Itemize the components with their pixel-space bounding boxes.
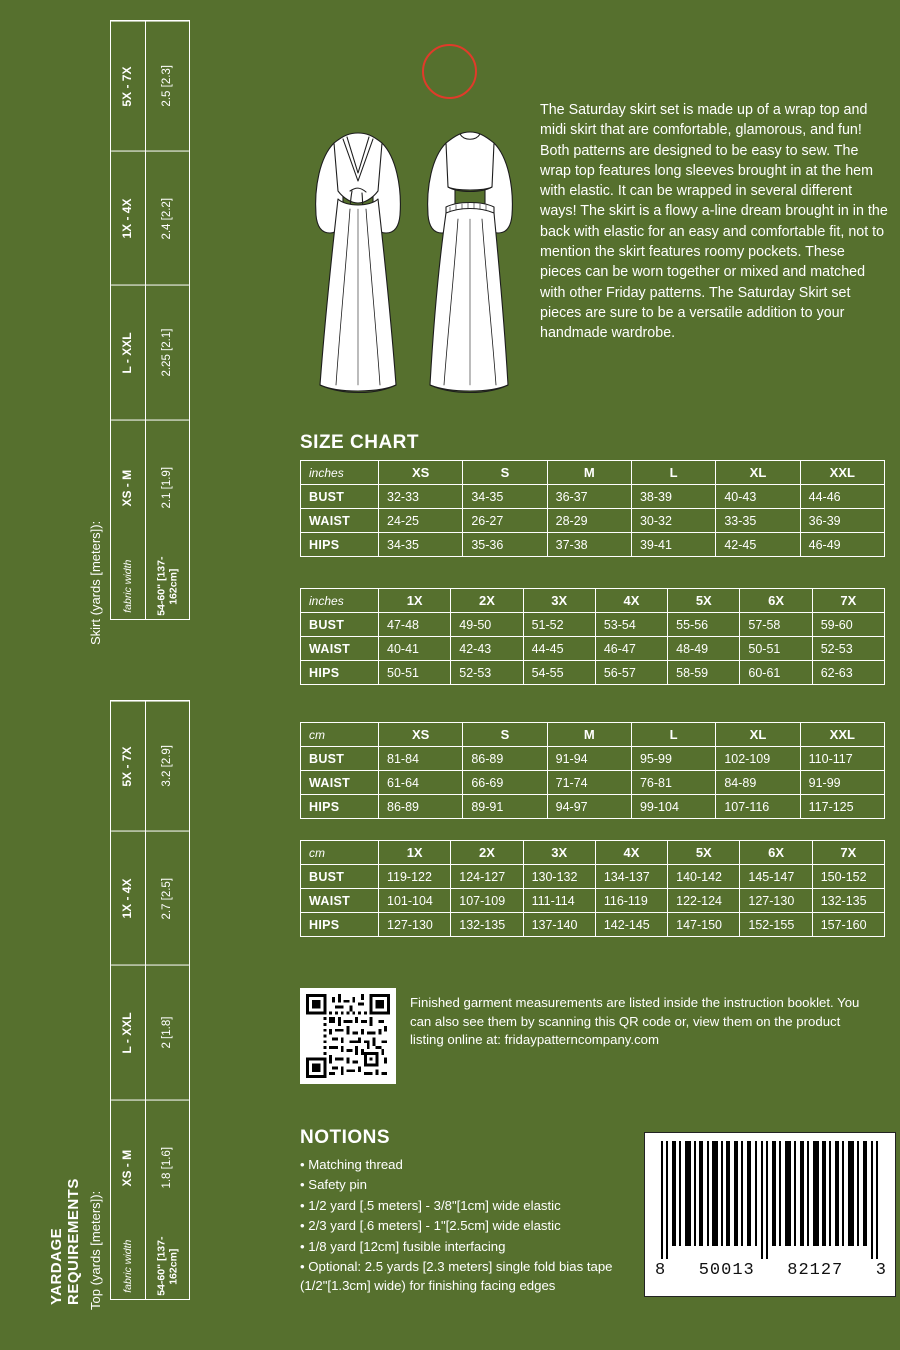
cell: 71-74 bbox=[547, 771, 631, 795]
cell: 30-32 bbox=[631, 509, 715, 533]
cell: 127-130 bbox=[740, 889, 812, 913]
cell: 61-64 bbox=[379, 771, 463, 795]
garment-line-drawings bbox=[298, 95, 538, 415]
cell: 86-89 bbox=[463, 747, 547, 771]
main-content bbox=[296, 0, 900, 1350]
col-4x: 4X bbox=[595, 589, 667, 613]
cell: 110-117 bbox=[800, 747, 884, 771]
barcode-digit-left: 8 bbox=[655, 1261, 667, 1280]
row-label-waist: WAIST bbox=[301, 771, 379, 795]
cell: 24-25 bbox=[379, 509, 463, 533]
table-header-row bbox=[301, 461, 885, 485]
skirt-fabric-width-value: 54-60" [137-162cm] bbox=[155, 556, 180, 617]
cell: 99-104 bbox=[631, 795, 715, 819]
cell: 50-51 bbox=[740, 637, 812, 661]
skirt-yardage-value-0: 2.5 [2.3] bbox=[146, 21, 189, 151]
cell: 58-59 bbox=[668, 661, 740, 685]
skirt-yardage-value-1: 2.4 [2.2] bbox=[146, 151, 189, 286]
table-row bbox=[301, 533, 885, 557]
skirt-yardage-label: Skirt (yards [meters]): bbox=[88, 520, 103, 645]
barcode-group-2: 82127 bbox=[787, 1261, 844, 1280]
cell: 117-125 bbox=[800, 795, 884, 819]
cell: 132-135 bbox=[451, 913, 523, 937]
cell: 28-29 bbox=[547, 509, 631, 533]
cell: 130-132 bbox=[523, 865, 595, 889]
top-fabric-width-label: fabric width bbox=[122, 1240, 135, 1294]
cell: 42-43 bbox=[451, 637, 523, 661]
row-label-hips: HIPS bbox=[301, 533, 379, 557]
cell: 91-99 bbox=[800, 771, 884, 795]
yardage-section bbox=[0, 0, 290, 1350]
cell: 37-38 bbox=[547, 533, 631, 557]
row-label-waist: WAIST bbox=[301, 637, 379, 661]
cell: 134-137 bbox=[595, 865, 667, 889]
cell: 47-48 bbox=[379, 613, 451, 637]
cell: 32-33 bbox=[379, 485, 463, 509]
cell: 132-135 bbox=[812, 889, 884, 913]
cell: 40-43 bbox=[716, 485, 800, 509]
cell: 91-94 bbox=[547, 747, 631, 771]
col-xs: XS bbox=[379, 723, 463, 747]
cell: 157-160 bbox=[812, 913, 884, 937]
table-row bbox=[301, 889, 885, 913]
size-table-inches-standard bbox=[300, 460, 885, 557]
table-row bbox=[301, 913, 885, 937]
cell: 147-150 bbox=[668, 913, 740, 937]
table-row bbox=[301, 637, 885, 661]
cell: 48-49 bbox=[668, 637, 740, 661]
cell: 53-54 bbox=[595, 613, 667, 637]
table-row bbox=[301, 613, 885, 637]
top-fabric-width-value: 54-60" [137-162cm] bbox=[155, 1236, 180, 1297]
col-l: L bbox=[631, 461, 715, 485]
cell: 33-35 bbox=[716, 509, 800, 533]
size-table-inches-extended bbox=[300, 588, 885, 685]
cell: 44-45 bbox=[523, 637, 595, 661]
unit-label: inches bbox=[301, 461, 379, 485]
cell: 102-109 bbox=[716, 747, 800, 771]
cell: 55-56 bbox=[668, 613, 740, 637]
cell: 116-119 bbox=[595, 889, 667, 913]
list-item: • 1/2 yard [.5 meters] - 3/8"[1cm] wide elastic bbox=[300, 1197, 561, 1213]
top-yardage-table bbox=[110, 700, 190, 1300]
cell: 26-27 bbox=[463, 509, 547, 533]
col-xl: XL bbox=[716, 461, 800, 485]
yardage-requirements-title: YARDAGE REQUIREMENTS bbox=[48, 1178, 82, 1305]
row-label-bust: BUST bbox=[301, 613, 379, 637]
red-circle-annotation bbox=[422, 44, 477, 99]
cell: 150-152 bbox=[812, 865, 884, 889]
col-5x: 5X bbox=[668, 589, 740, 613]
skirt-fabric-width-label: fabric width bbox=[122, 560, 135, 614]
cell: 60-61 bbox=[740, 661, 812, 685]
cell: 89-91 bbox=[463, 795, 547, 819]
col-7x: 7X bbox=[812, 589, 884, 613]
cell: 56-57 bbox=[595, 661, 667, 685]
col-3x: 3X bbox=[523, 841, 595, 865]
col-m: M bbox=[547, 723, 631, 747]
top-yardage-value-2: 2 [1.8] bbox=[146, 965, 189, 1100]
cell: 52-53 bbox=[812, 637, 884, 661]
cell: 59-60 bbox=[812, 613, 884, 637]
row-label-bust: BUST bbox=[301, 485, 379, 509]
cell: 49-50 bbox=[451, 613, 523, 637]
cell: 127-130 bbox=[379, 913, 451, 937]
barcode bbox=[644, 1132, 896, 1297]
table-header-row bbox=[301, 723, 885, 747]
cell: 94-97 bbox=[547, 795, 631, 819]
top-size-header-1: 1X - 4X bbox=[111, 831, 145, 966]
cell: 36-37 bbox=[547, 485, 631, 509]
cell: 40-41 bbox=[379, 637, 451, 661]
row-label-waist: WAIST bbox=[301, 889, 379, 913]
row-label-bust: BUST bbox=[301, 747, 379, 771]
top-yardage-value-0: 3.2 [2.9] bbox=[146, 701, 189, 831]
barcode-digit-right: 3 bbox=[875, 1261, 887, 1280]
cell: 38-39 bbox=[631, 485, 715, 509]
list-item: • Matching thread bbox=[300, 1157, 403, 1172]
top-size-header-2: L - XXL bbox=[111, 965, 145, 1100]
table-row bbox=[301, 795, 885, 819]
skirt-value-column bbox=[146, 21, 189, 619]
cell: 46-49 bbox=[800, 533, 884, 557]
cell: 95-99 bbox=[631, 747, 715, 771]
col-xxl: XXL bbox=[800, 723, 884, 747]
cell: 46-47 bbox=[595, 637, 667, 661]
col-xl: XL bbox=[716, 723, 800, 747]
cell: 52-53 bbox=[451, 661, 523, 685]
top-size-header-column bbox=[111, 701, 146, 1299]
table-row bbox=[301, 509, 885, 533]
list-item: • 2/3 yard [.6 meters] - 1"[2.5cm] wide elastic bbox=[300, 1218, 561, 1234]
row-label-hips: HIPS bbox=[301, 913, 379, 937]
top-yardage-label: Top (yards [meters]): bbox=[88, 1190, 103, 1310]
cell: 34-35 bbox=[379, 533, 463, 557]
unit-label: cm bbox=[301, 723, 379, 747]
col-1x: 1X bbox=[379, 589, 451, 613]
col-m: M bbox=[547, 461, 631, 485]
col-6x: 6X bbox=[740, 589, 812, 613]
col-xs: XS bbox=[379, 461, 463, 485]
col-s: S bbox=[463, 723, 547, 747]
cell: 142-145 bbox=[595, 913, 667, 937]
top-size-header-3: XS - M bbox=[111, 1100, 145, 1235]
top-value-column bbox=[146, 701, 189, 1299]
cell: 124-127 bbox=[451, 865, 523, 889]
table-row bbox=[301, 661, 885, 685]
cell: 122-124 bbox=[668, 889, 740, 913]
cell: 44-46 bbox=[800, 485, 884, 509]
skirt-yardage-table bbox=[110, 20, 190, 620]
cell: 62-63 bbox=[812, 661, 884, 685]
col-s: S bbox=[463, 461, 547, 485]
cell: 51-52 bbox=[523, 613, 595, 637]
cell: 76-81 bbox=[631, 771, 715, 795]
list-item: • Safety pin bbox=[300, 1177, 367, 1193]
col-7x: 7X bbox=[812, 841, 884, 865]
cell: 35-36 bbox=[463, 533, 547, 557]
table-header-row bbox=[301, 841, 885, 865]
col-6x: 6X bbox=[740, 841, 812, 865]
top-yardage-value-3: 1.8 [1.6] bbox=[146, 1100, 189, 1235]
cell: 42-45 bbox=[716, 533, 800, 557]
skirt-yardage-value-2: 2.25 [2.1] bbox=[146, 285, 189, 420]
size-chart-title: SIZE CHART bbox=[300, 432, 419, 453]
cell: 86-89 bbox=[379, 795, 463, 819]
size-table-cm-standard bbox=[300, 722, 885, 819]
col-4x: 4X bbox=[595, 841, 667, 865]
notions-title: NOTIONS bbox=[300, 1127, 391, 1148]
table-header-row bbox=[301, 589, 885, 613]
notions-list bbox=[300, 1155, 630, 1297]
barcode-digits bbox=[655, 1261, 887, 1280]
unit-label: inches bbox=[301, 589, 379, 613]
skirt-size-header-0: 5X - 7X bbox=[111, 21, 145, 151]
cell: 57-58 bbox=[740, 613, 812, 637]
cell: 34-35 bbox=[463, 485, 547, 509]
cell: 152-155 bbox=[740, 913, 812, 937]
row-label-hips: HIPS bbox=[301, 795, 379, 819]
table-row bbox=[301, 747, 885, 771]
cell: 140-142 bbox=[668, 865, 740, 889]
skirt-size-header-column bbox=[111, 21, 146, 619]
row-label-hips: HIPS bbox=[301, 661, 379, 685]
cell: 81-84 bbox=[379, 747, 463, 771]
col-1x: 1X bbox=[379, 841, 451, 865]
top-yardage-value-1: 2.7 [2.5] bbox=[146, 831, 189, 966]
col-l: L bbox=[631, 723, 715, 747]
cell: 119-122 bbox=[379, 865, 451, 889]
cell: 50-51 bbox=[379, 661, 451, 685]
cell: 66-69 bbox=[463, 771, 547, 795]
product-description: The Saturday skirt set is made up of a wrap top and midi skirt that are comfortable, glamorous, and fun! Both patterns are designed to be easy to sew. The wrap top features long sleeves brought in at the hem with elastic. It can be wrapped in several different ways! The skirt is a flowy a-line dream brought in in the back with elastic for an easy and comfortable fit, not to mention the skirt features roomy pockets. These pieces can be worn together or mixed and matched with other Friday patterns. The Saturday Skirt set pieces are sure to be a versatile addition to your handmade wardrobe. bbox=[540, 102, 888, 342]
qr-instructions: Finished garment measurements are listed inside the instruction booklet. You can also see them by scanning this QR code or, view them on the product listing online at: fridaypatterncompany.com bbox=[410, 995, 860, 1048]
skirt-yardage-value-3: 2.1 [1.9] bbox=[146, 420, 189, 555]
col-xxl: XXL bbox=[800, 461, 884, 485]
cell: 107-109 bbox=[451, 889, 523, 913]
barcode-group-1: 50013 bbox=[698, 1261, 755, 1280]
qr-section bbox=[300, 988, 890, 1088]
cell: 84-89 bbox=[716, 771, 800, 795]
list-item: • 1/8 yard [12cm] fusible interfacing bbox=[300, 1238, 506, 1254]
table-row bbox=[301, 485, 885, 509]
size-table-cm-extended bbox=[300, 840, 885, 937]
row-label-waist: WAIST bbox=[301, 509, 379, 533]
row-label-bust: BUST bbox=[301, 865, 379, 889]
unit-label: cm bbox=[301, 841, 379, 865]
col-2x: 2X bbox=[451, 589, 523, 613]
cell: 111-114 bbox=[523, 889, 595, 913]
top-size-header-0: 5X - 7X bbox=[111, 701, 145, 831]
cell: 39-41 bbox=[631, 533, 715, 557]
col-2x: 2X bbox=[451, 841, 523, 865]
qr-code[interactable] bbox=[300, 988, 396, 1084]
skirt-size-header-1: 1X - 4X bbox=[111, 151, 145, 286]
cell: 137-140 bbox=[523, 913, 595, 937]
skirt-size-header-2: L - XXL bbox=[111, 285, 145, 420]
table-row bbox=[301, 865, 885, 889]
cell: 107-116 bbox=[716, 795, 800, 819]
cell: 101-104 bbox=[379, 889, 451, 913]
cell: 54-55 bbox=[523, 661, 595, 685]
col-3x: 3X bbox=[523, 589, 595, 613]
cell: 36-39 bbox=[800, 509, 884, 533]
cell: 145-147 bbox=[740, 865, 812, 889]
skirt-size-header-3: XS - M bbox=[111, 420, 145, 555]
col-5x: 5X bbox=[668, 841, 740, 865]
list-item: • Optional: 2.5 yards [2.3 meters] single fold bias tape (1/2"[1.3cm] wide) for finishing facing edges bbox=[300, 1259, 613, 1294]
table-row bbox=[301, 771, 885, 795]
